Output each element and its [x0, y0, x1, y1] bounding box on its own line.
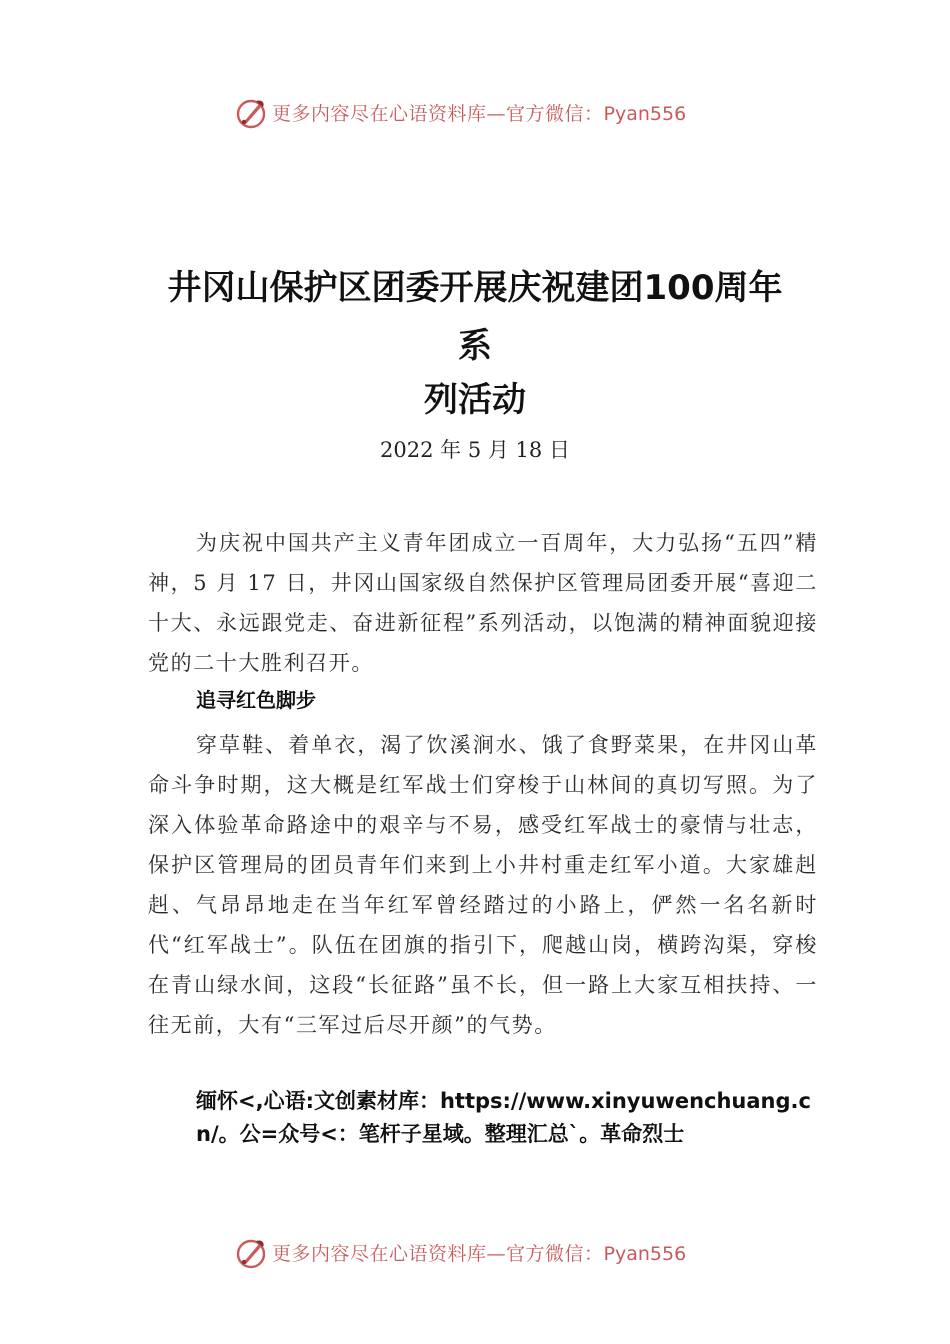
watermark-code: Pyan556 [603, 103, 687, 125]
quill-pen-logo-icon [234, 1236, 268, 1270]
watermark-text: 更多内容尽在心语资料库—官方微信：Pyan556 [272, 1243, 687, 1265]
watermark-header [0, 94, 950, 134]
article-title-line-2: 系 [458, 326, 492, 366]
article-title-line-1: 井冈山保护区团委开展庆祝建团100周年 [167, 268, 783, 308]
article-date: 2022 年 5 月 18 日 [380, 438, 570, 462]
article-paragraph-body: 穿草鞋、着单衣，渴了饮溪涧水、饿了食野菜果，在井冈山革命斗争时期，这大概是红军战士们穿梭于山林间的真切写照。为了深入体验革命路途中的艰辛与不易，感受红军战士的豪情与壮志，保护区管理局的团员青年们来到上小井村重走红军小道。大家雄赳赳、气昂昂地走在当年红军曾经踏过的小路上，俨然一名名新时代“红军战士”。队伍在团旗的指引下，爬越山岗，横跨沟渠，穿梭在青山绿水间，这段“长征路”虽不长，但一路上大家互相扶持、一往无前，大有“三军过后尽开颜”的气势。 [148, 733, 818, 1037]
article-paragraph-intro: 为庆祝中国共产主义青年团成立一百周年，大力弘扬“五四”精神，5 月 17 日，井冈山国家级自然保护区管理局团委开展“喜迎二十大、永远跟党走、奋进新征程”系列活动，以饱满的精神面貌迎接党的二十大胜利召开。 [148, 531, 818, 675]
watermark-code: Pyan556 [603, 1243, 687, 1265]
section-heading: 追寻红色脚步 [196, 688, 316, 712]
quill-pen-logo-icon [234, 96, 268, 130]
watermark-footer [0, 1234, 950, 1274]
watermark-text: 更多内容尽在心语资料库—官方微信：Pyan556 [272, 103, 687, 125]
article-title-line-3: 列活动 [424, 380, 526, 420]
footer-note: 缅怀<,心语:文创素材库：https://www.xinyuwenchuang.cn/。公=众号<：笔杆子星域。整理汇总`。革命烈士 [196, 1089, 811, 1146]
